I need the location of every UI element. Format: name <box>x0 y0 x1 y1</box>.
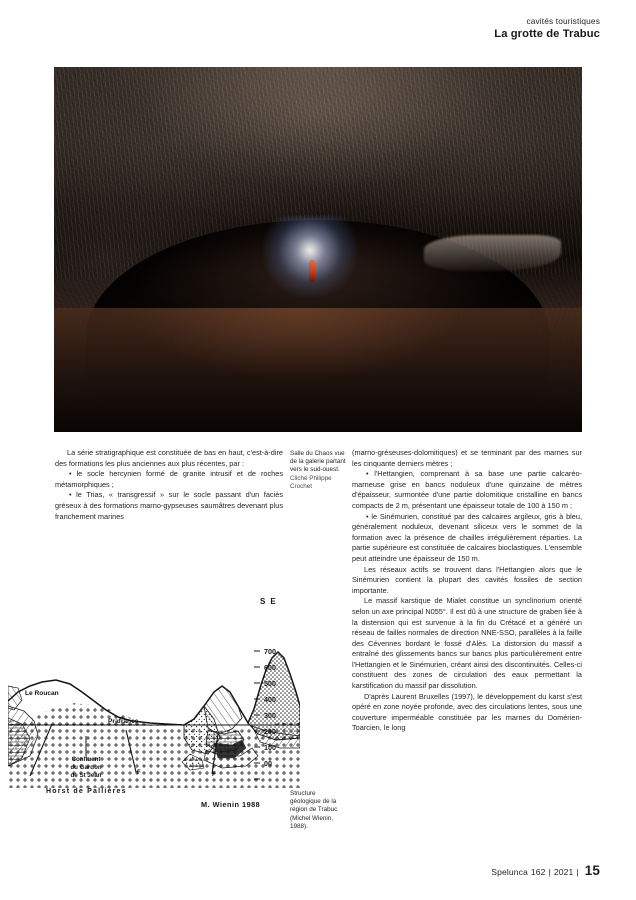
footer-journal: Spelunca <box>491 867 528 877</box>
svg-text:200: 200 <box>264 727 276 736</box>
cave-photo-figure <box>54 67 582 432</box>
page-header <box>494 16 600 41</box>
svg-text:du Gardon: du Gardon <box>70 764 102 771</box>
label-horst-de-pallieres: Horst de Pallières <box>46 788 127 795</box>
footer-year: 2021 <box>553 867 574 877</box>
paragraph: D'après Laurent Bruxelles (1997), le développement du karst s'est opéré en zone noyée profonde, avec des circulations lentes, sous une couverture imperméable constituée par les marnes du Domérien-Toarcien, le long <box>352 691 582 733</box>
svg-text:Confluent: Confluent <box>71 756 101 763</box>
svg-text:600: 600 <box>264 663 276 672</box>
page-title: La grotte de Trabuc <box>494 28 600 40</box>
fault-label: F <box>212 772 216 778</box>
paragraph: Le massif karstique de Mialet constitue un synclinorium orienté selon un axe principal N055°. Il est dû à une structure de graben liée à la distension qui est survenue à la fin du Crétacé et a généré un réseau de failles normales de direction NNE-SSO, parallèles à la faille des Cévennes bordant le fossé d'Alès. La distorsion du massif a entraîné des glissements bancs sur bancs plus particulièrement entre l'Hettangien et le Sinémurien, créant ainsi des discontinuités. Celles-ci constituent des zones de circulation des eaux permettant la karstification du massif par dissolution. <box>352 596 582 691</box>
footer-issue: 162 <box>530 867 546 877</box>
page-footer <box>491 863 600 878</box>
svg-text:400: 400 <box>264 695 276 704</box>
photo-caption-text: Salle du Chaos vue de la galerie partant vers le sud-ouest. <box>290 450 346 474</box>
orientation-label: S E <box>260 597 278 606</box>
label-le-roucan: Le Roucan <box>25 690 59 697</box>
photo-caver-figure <box>309 260 315 282</box>
body-column-right <box>352 448 582 734</box>
paragraph: • le Sinémurien, constitué par des calcaires argileux, gris à bleu, généralement noduleux, devenant siliceux vers le sommet de la formation avec la présence de chailles irrégulièrement réparties. La partie supérieure est constituée de calcaires bioclastiques. L'ensemble peut atteindre une épaisseur de 150 m. <box>352 511 582 563</box>
svg-text:700: 700 <box>264 647 276 656</box>
svg-text:100: 100 <box>264 743 276 752</box>
body-column-left <box>55 448 283 522</box>
axis-tick <box>254 663 276 672</box>
label-confluent <box>70 756 101 779</box>
cave-photo <box>54 67 582 432</box>
fault-label: F <box>137 770 141 776</box>
label-prafrance: Prafrance <box>108 718 139 725</box>
figure-attribution: M. Wienin 1988 <box>201 800 261 809</box>
unit-west-outcrop <box>8 686 22 710</box>
svg-text:300: 300 <box>264 711 276 720</box>
page-number: 15 <box>584 863 600 878</box>
unit-syncline-upper <box>204 686 242 734</box>
paragraph: • le socle hercynien formé de granite intrusif et de roches métamorphiques ; <box>55 469 283 489</box>
paragraph: La série stratigraphique est constituée de bas en haut, c'est-à-dire des formations les plus anciennes aux plus récentes, par : <box>55 448 283 468</box>
paragraph: (marno-gréseuses-dolomitiques) et se terminant par des marnes sur les cinquante derniers mètres ; <box>352 448 582 468</box>
photo-credit: Cliché Philippe Crochet <box>290 474 332 490</box>
footer-separator: | <box>548 867 551 877</box>
photo-cave-floor <box>54 308 582 432</box>
cross-section-drawing <box>8 588 300 813</box>
svg-text:de St Jean: de St Jean <box>70 772 102 779</box>
paragraph: • le Trias, « transgressif » sur le socle passant d'un faciès gréseux à des formations marno-gypseuses saumâtres devenant plus franchement marines <box>55 490 283 521</box>
figure-caption: Structure géologique de la région de Trabuc (Michel Wienin, 1988). <box>290 790 338 830</box>
paragraph: • l'Hettangien, comprenant à sa base une partie calcaréo-marneuse grise en bancs noduleux d'une quinzaine de mètres d'épaisseur, surmontée d'une partie dolomitique cristalline en bancs compacts de 2 m, présentant une épaisseur totale de 100 à 150 m ; <box>352 469 582 510</box>
photo-caption <box>290 450 346 491</box>
axis-tick <box>254 679 276 688</box>
header-kicker: cavités touristiques <box>526 16 600 26</box>
paragraph: Les réseaux actifs se trouvent dans l'Hettangien alors que le Sinémurien contient la plupart des cavités fossiles de section importante. <box>352 564 582 595</box>
axis-tick <box>254 647 276 656</box>
photo-light-glow <box>263 217 358 297</box>
geological-cross-section <box>8 588 300 813</box>
svg-text:500: 500 <box>264 679 276 688</box>
footer-separator: | <box>576 867 579 877</box>
svg-text:00: 00 <box>264 759 272 768</box>
